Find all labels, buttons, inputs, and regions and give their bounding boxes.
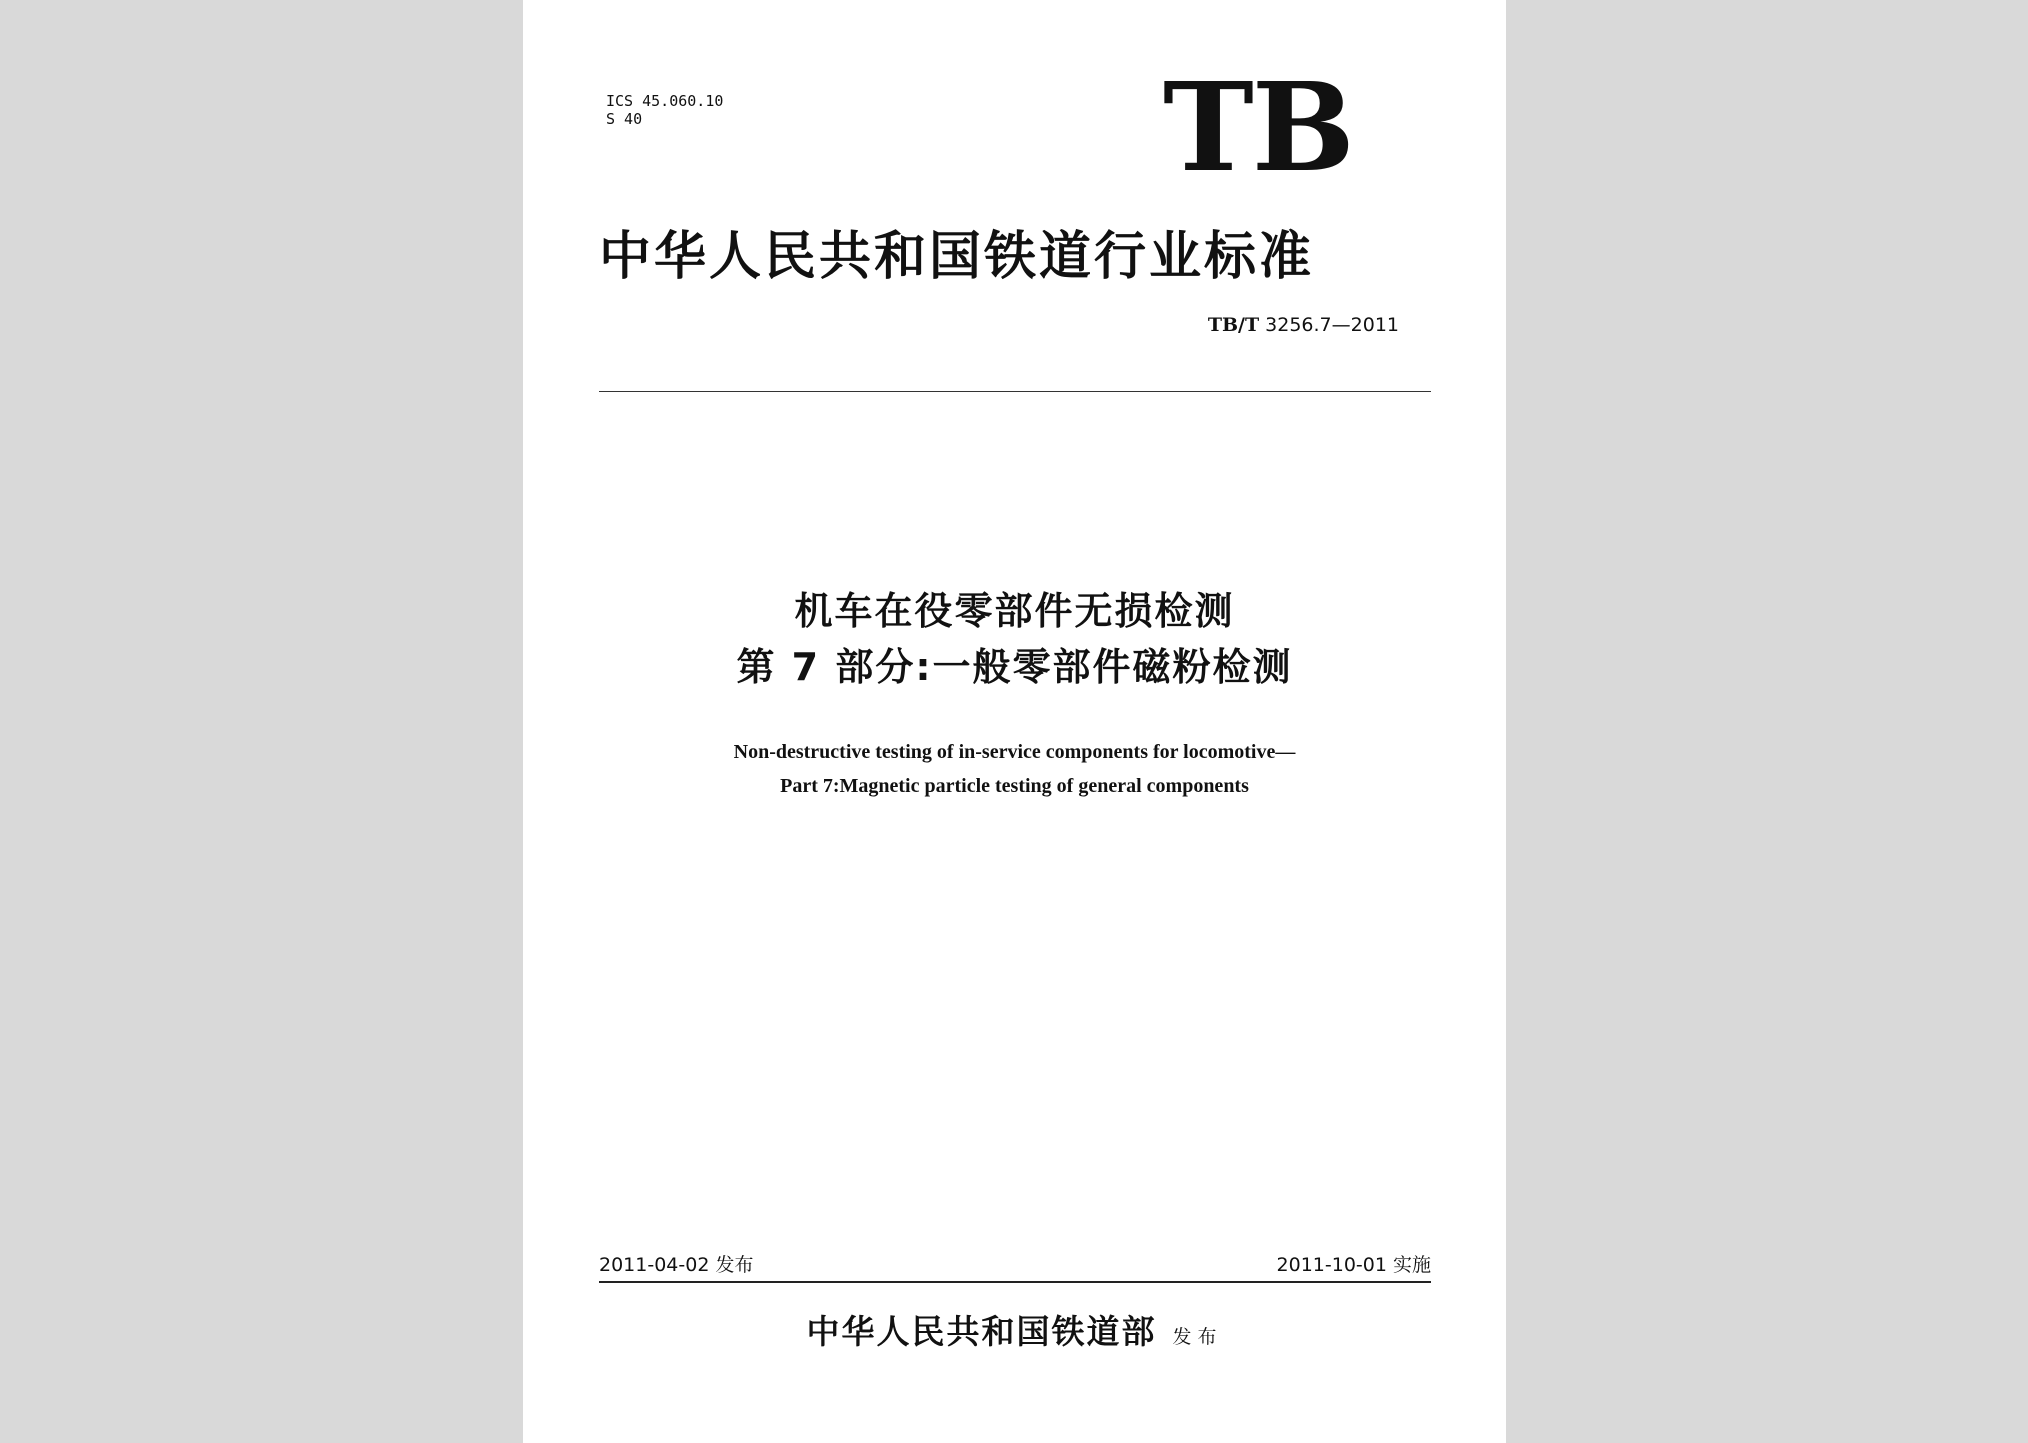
document-cover-page [523, 0, 1506, 1443]
standard-prefix: TB/T [1207, 314, 1260, 336]
chinese-title [523, 583, 1506, 695]
chinese-title-line-2: 第 7 部分:一般零部件磁粉检测 [736, 645, 1293, 689]
english-title [523, 735, 1506, 803]
ics-code: ICS 45.060.10 [606, 92, 724, 110]
effective-date-value: 2011-10-01 [1276, 1254, 1387, 1276]
issue-date-value: 2011-04-02 [599, 1254, 710, 1276]
standard-category-title: 中华人民共和国铁道行业标准 [599, 226, 1315, 287]
issue-date-label: 发布 [715, 1254, 754, 1276]
classification-codes [606, 92, 723, 128]
issuer-action: 发布 [1172, 1326, 1223, 1348]
class-code: S 40 [606, 110, 643, 128]
standard-number-value: 3256.7—2011 [1265, 314, 1399, 336]
tb-logo: TB [1163, 55, 1353, 199]
effective-date [1277, 1253, 1431, 1277]
issuer-line [523, 1310, 1506, 1359]
issuer-name: 中华人民共和国铁道部 [806, 1312, 1157, 1351]
footer-divider [599, 1281, 1431, 1283]
english-title-line-1: Non-destructive testing of in-service components for locomotive— [733, 741, 1296, 763]
header-divider [599, 391, 1431, 392]
effective-date-label: 实施 [1392, 1254, 1431, 1276]
standard-number [1208, 313, 1399, 337]
issue-date [599, 1253, 753, 1277]
english-title-line-2: Part 7:Magnetic particle testing of general components [780, 775, 1249, 797]
chinese-title-line-1: 机车在役零部件无损检测 [794, 589, 1235, 633]
